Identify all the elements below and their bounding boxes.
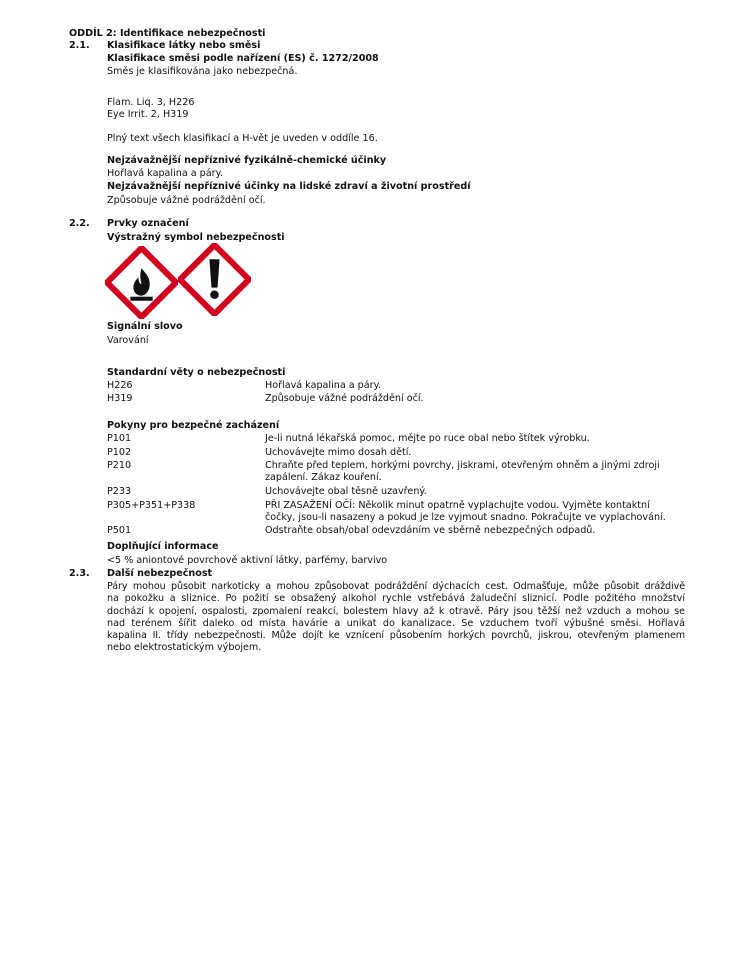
p-code: P101 [107,433,132,444]
p-text: zapálení. Zákaz kouření. [265,472,382,483]
exclamation-icon [209,259,219,299]
health-heading: Nejzávažnější nepříznivé účinky na lidské zdraví a životní prostředí [107,181,471,192]
paragraph-line: nebo elektrostatickým výbojem. [107,642,262,654]
exclamation-pictogram [178,243,251,316]
section-title: ODDÍL 2: Identifikace nebezpečnosti [69,28,266,39]
signal-word: Varování [107,335,149,346]
p-code: P501 [107,525,132,536]
symbol-heading: Výstražný symbol nebezpečnosti [107,232,285,243]
paragraph-line: Páry mohou působit narkoticky a mohou způsobovat podráždění dýchacích cest. Odmašťuje, může působit dráždivě [107,581,685,592]
phys-chem-text: Hořlavá kapalina a páry. [107,168,223,179]
paragraph-line: nad terénem šířit daleko od místa havárie a unikat do kanalizace. Se vzduchem tvoří výbušné směsi. Hořlavá [107,617,685,629]
classification-subtitle: Klasifikace směsi podle nařízení (ES) č. 1272/2008 [107,53,379,64]
p-code: P102 [107,447,132,458]
classification-text: Směs je klasifikována jako nebezpečná. [107,66,298,77]
section-2-2-number: 2.2. [69,218,90,229]
p-code: P305+P351+P338 [107,500,196,511]
p-text: čočky, jsou-li nasazeny a pokud je lze vyjmout snadno. Pokračujte ve vyplachování. [265,512,666,523]
p-text: Uchovávejte obal těsně uzavřený. [265,486,427,497]
fulltext-note: Plný text všech klasifikací a H-vět je uveden v oddíle 16. [107,133,378,144]
p-text: Odstraňte obsah/obal odevzdáním ve sběrně nebezpečných odpadů. [265,525,596,536]
h-text: Způsobuje vážné podráždění očí. [265,393,424,404]
section-2-1-title: Klasifikace látky nebo směsi [107,40,261,51]
h-code: H319 [107,393,133,404]
p-text: Chraňte před teplem, horkými povrchy, jiskrami, otevřeným ohněm a jinými zdroji [265,460,660,471]
p-text: Uchovávejte mimo dosah dětí. [265,447,412,458]
h-statements-heading: Standardní věty o nebezpečnosti [107,367,286,378]
classification-item: Flam. Liq. 3, H226 [107,97,195,108]
p-text: Je-li nutná lékařská pomoc, mějte po ruce obal nebo štítek výrobku. [265,433,590,444]
health-text: Způsobuje vážné podráždění očí. [107,195,266,206]
p-code: P210 [107,460,132,471]
classification-item: Eye Irrit. 2, H319 [107,109,189,120]
h-text: Hořlavá kapalina a páry. [265,380,381,391]
other-hazards-paragraph [107,581,685,655]
signal-heading: Signální slovo [107,321,183,332]
p-text: PŘI ZASAŽENÍ OČÍ: Několik minut opatrně vyplachujte vodou. Vyjměte kontaktní [265,500,650,511]
section-2-2-title: Prvky označení [107,218,189,229]
section-2-3-title: Další nebezpečnost [107,568,213,579]
paragraph-line: na pokožku a sliznice. Po požití se obsažený alkohol rychle vstřebává žaludeční sliznicí. Podle požitého množství [107,593,685,605]
supplementary-heading: Doplňující informace [107,541,219,552]
paragraph-line: dochází k opojení, ospalosti, zpomalení reakcí, bolestem hlavy až k otravě. Páry jsou těžší než vzduch a mohou se [107,605,685,617]
section-2-3-number: 2.3. [69,568,90,579]
p-statements-heading: Pokyny pro bezpečné zacházení [107,420,280,431]
flame-pictogram [105,246,178,319]
phys-chem-heading: Nejzávažnější nepříznivé fyzikálně-chemické účinky [107,155,387,166]
h-code: H226 [107,380,133,391]
p-code: P233 [107,486,132,497]
section-2-1-number: 2.1. [69,40,90,51]
paragraph-line: kapalina II. třídy nebezpečnosti. Může dojít ke vznícení působením horkých povrchů, jiskrou, otevřeným plamenem [107,630,685,642]
supplementary-text: <5 % aniontové povrchově aktivní látky, parfémy, barvivo [107,555,388,566]
